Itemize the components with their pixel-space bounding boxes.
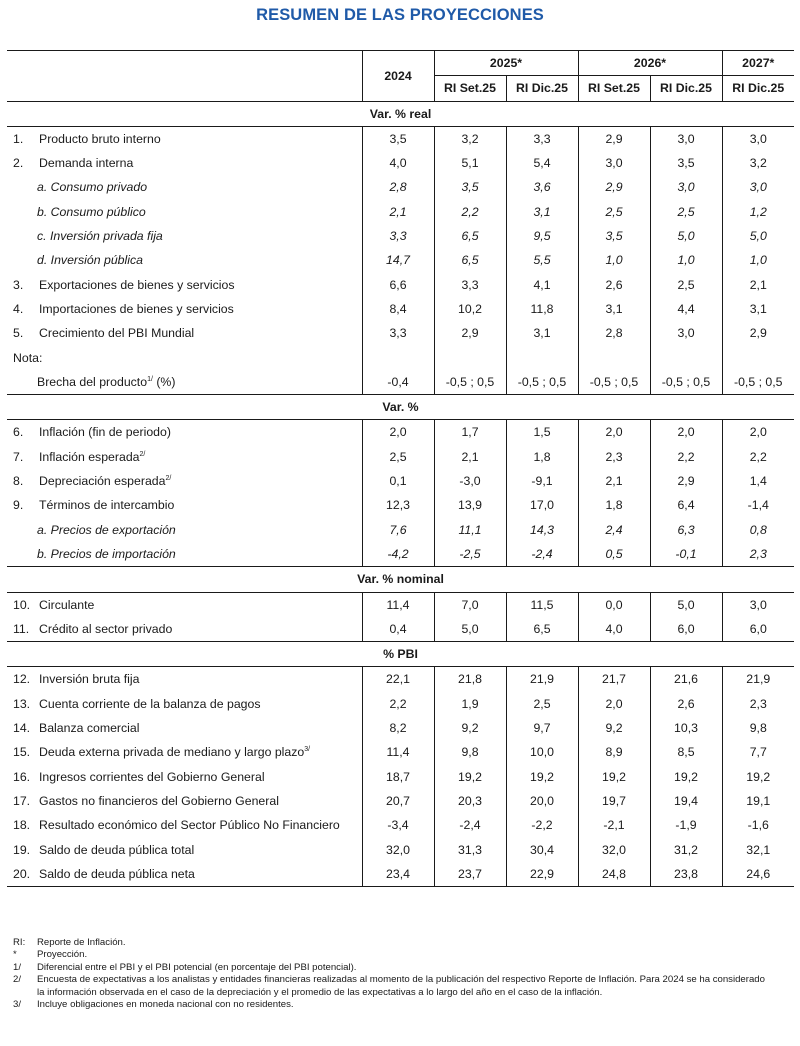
table-cell: 4,0 (362, 151, 434, 175)
table-cell: 2,9 (434, 321, 506, 345)
table-row (7, 175, 794, 199)
table-cell: 3,0 (722, 592, 794, 617)
table-cell: 3,6 (506, 175, 578, 199)
table-row (7, 813, 794, 837)
footnote: 1/ Diferencial entre el PBI y el PBI potencial (en porcentaje del PBI potencial). (13, 961, 357, 973)
table-cell: -1,6 (722, 813, 794, 837)
table-cell: 11,4 (362, 740, 434, 764)
table-row (7, 493, 794, 517)
table-cell: 20,7 (362, 789, 434, 813)
table-row (7, 321, 794, 345)
table-cell: 2,1 (362, 200, 434, 224)
row-label: 8. Depreciación esperada$^{2/}$ (13, 474, 172, 489)
footnote: * Proyección. (13, 949, 88, 961)
table-cell: 0,8 (722, 518, 794, 542)
table-cell: -0,1 (650, 542, 722, 567)
header-sub: RI Dic.25 (722, 76, 794, 101)
table-cell: 2,3 (578, 445, 650, 469)
table-cell: 1,8 (578, 493, 650, 517)
table-cell: 1,5 (506, 420, 578, 445)
table-row (7, 200, 794, 224)
table-cell: 2,0 (578, 420, 650, 445)
table-cell: -1,4 (722, 493, 794, 517)
table-cell: 14,3 (506, 518, 578, 542)
table-cell: 2,2 (722, 445, 794, 469)
row-label: 15. Deuda externa privada de mediano y largo plazo$^{3/}$ (13, 745, 311, 760)
table-cell: 3,0 (650, 175, 722, 199)
table-cell: 9,8 (722, 716, 794, 740)
table-cell: -3,4 (362, 813, 434, 837)
table-cell: -2,1 (578, 813, 650, 837)
table-cell: 23,7 (434, 862, 506, 887)
table-cell: 1,2 (722, 200, 794, 224)
table-cell: 2,4 (578, 518, 650, 542)
header-year-2024: 2024 (362, 51, 434, 102)
table-cell: 2,5 (650, 200, 722, 224)
table-cell: 0,1 (362, 469, 434, 493)
row-label: 2. Demanda interna (13, 156, 134, 171)
table-cell: 18,7 (362, 765, 434, 789)
table-cell: 10,2 (434, 297, 506, 321)
table-cell: 2,8 (578, 321, 650, 345)
table-cell: 3,0 (578, 151, 650, 175)
table-row (7, 617, 794, 642)
table-cell: 19,4 (650, 789, 722, 813)
row-label: 10. Circulante (13, 597, 95, 612)
row-label: 12. Inversión bruta fija (13, 672, 140, 687)
table-cell: 2,1 (722, 273, 794, 297)
table-row (7, 420, 794, 445)
table-cell: 31,3 (434, 838, 506, 862)
header-year-2025: 2025* (434, 51, 578, 76)
row-label: 20. Saldo de deuda pública neta (7, 862, 362, 887)
table-row (7, 273, 794, 297)
table-cell: 13,9 (434, 493, 506, 517)
table-cell: 2,9 (722, 321, 794, 345)
table-cell: -2,4 (506, 542, 578, 567)
table-cell: 1,8 (506, 445, 578, 469)
table-cell: 7,0 (434, 592, 506, 617)
table-cell: 2,3 (722, 692, 794, 716)
row-label: 19. Saldo de deuda pública total (13, 842, 195, 857)
table-cell: 3,1 (506, 321, 578, 345)
table-cell: 1,0 (722, 248, 794, 272)
table-cell: 9,5 (506, 224, 578, 248)
table-row (7, 445, 794, 469)
table-row (7, 667, 794, 692)
projections-table (7, 50, 794, 887)
table-cell: 31,2 (650, 838, 722, 862)
table-cell: 7,6 (362, 518, 434, 542)
table-cell: 11,1 (434, 518, 506, 542)
table-cell: 9,2 (434, 716, 506, 740)
table-cell: -0,5 ; 0,5 (650, 370, 722, 395)
table-cell: 4,1 (506, 273, 578, 297)
table-row (7, 740, 794, 764)
footnote: 2/ Encuesta de expectativas a los analistas y entidades financieras realizadas al momento de la publicación del respectivo Reporte de Inflación. Para 2024 se ha considerado la información observada en el caso de la depreciación y el promedio de las expectativas a lo largo del año en el caso de la inflación. (13, 974, 765, 998)
table-cell: 8,9 (578, 740, 650, 764)
table-cell: 3,5 (650, 151, 722, 175)
table-row (7, 716, 794, 740)
row-label: 1. Producto bruto interno (13, 131, 161, 146)
table-cell: 5,0 (650, 224, 722, 248)
table-row (7, 838, 794, 862)
row-label: 17. Gastos no financieros del Gobierno General (13, 793, 279, 808)
table-cell: 3,5 (578, 224, 650, 248)
table-cell: 3,1 (506, 200, 578, 224)
table-row (7, 542, 794, 567)
table-cell: -1,9 (650, 813, 722, 837)
row-label: 11. Crédito al sector privado (13, 621, 173, 636)
table-cell: 2,5 (362, 445, 434, 469)
table-cell: -0,4 (362, 370, 434, 395)
table-cell: 2,1 (434, 445, 506, 469)
table-cell: 3,3 (362, 321, 434, 345)
table-cell: 3,2 (434, 126, 506, 151)
table-cell: 5,0 (650, 592, 722, 617)
table-cell: 6,4 (650, 493, 722, 517)
table-row (7, 518, 794, 542)
table-cell: 5,1 (434, 151, 506, 175)
table-cell: 6,5 (434, 224, 506, 248)
footnote: RI: Reporte de Inflación. (13, 937, 126, 948)
table-cell: 2,0 (362, 420, 434, 445)
table-cell: 19,2 (434, 765, 506, 789)
table-cell: 11,5 (506, 592, 578, 617)
table-cell: 2,2 (650, 445, 722, 469)
header-year-2027: 2027* (722, 51, 794, 76)
table-cell: 6,6 (362, 273, 434, 297)
table-row (7, 692, 794, 716)
table-cell: 19,7 (578, 789, 650, 813)
table-cell: 9,7 (506, 716, 578, 740)
table-cell: 2,5 (506, 692, 578, 716)
table-cell: 6,3 (650, 518, 722, 542)
table-cell: 2,9 (650, 469, 722, 493)
row-label: 14. Balanza comercial (13, 721, 140, 736)
table-cell: 2,0 (578, 692, 650, 716)
header-label-cell (7, 51, 362, 102)
table-cell: 19,2 (578, 765, 650, 789)
table-cell: 7,7 (722, 740, 794, 764)
table-row (7, 862, 794, 887)
table-cell: 2,6 (578, 273, 650, 297)
table-cell: 2,2 (362, 692, 434, 716)
row-label: d. Inversión pública (37, 253, 143, 268)
row-label: 3. Exportaciones de bienes y servicios (13, 277, 235, 292)
table-cell: 10,3 (650, 716, 722, 740)
row-label: a. Consumo privado (37, 180, 148, 195)
table-cell: -0,5 ; 0,5 (506, 370, 578, 395)
table-cell: 2,9 (578, 126, 650, 151)
table-row (7, 248, 794, 272)
table-row (7, 151, 794, 175)
table-cell: 21,9 (722, 667, 794, 692)
table-cell: 21,6 (650, 667, 722, 692)
table-cell: 24,6 (722, 862, 794, 887)
table-cell: 23,4 (362, 862, 434, 887)
header-sub: RI Set.25 (434, 76, 506, 101)
table-cell: 2,6 (650, 692, 722, 716)
header-sub: RI Dic.25 (506, 76, 578, 101)
table-cell: 4,0 (578, 617, 650, 642)
page-title: RESUMEN DE LAS PROYECCIONES (256, 6, 544, 24)
row-label: 16. Ingresos corrientes del Gobierno General (13, 769, 265, 784)
nota-label: Nota: (13, 350, 43, 365)
row-label: 7. Inflación esperada$^{2/}$ (13, 449, 146, 464)
row-label: 18. Resultado económico del Sector Público No Financiero (13, 818, 340, 833)
table-cell: 2,1 (578, 469, 650, 493)
row-label: 9. Términos de intercambio (13, 498, 175, 513)
footnote: 3/ Incluye obligaciones en moneda nacional con no residentes. (13, 999, 294, 1011)
table-row (7, 126, 794, 151)
table-cell: 3,0 (722, 126, 794, 151)
table-cell: 2,3 (722, 542, 794, 567)
table-cell: 32,1 (722, 838, 794, 862)
row-label: a. Precios de exportación (37, 522, 176, 537)
table-cell: 6,0 (650, 617, 722, 642)
table-row (7, 765, 794, 789)
row-label: c. Inversión privada fija (37, 229, 163, 244)
table-cell: -0,5 ; 0,5 (434, 370, 506, 395)
table-cell: 8,5 (650, 740, 722, 764)
table-cell: 21,8 (434, 667, 506, 692)
table-cell: 9,2 (578, 716, 650, 740)
section-pbi: % PBI (7, 642, 794, 667)
row-label: 4. Importaciones de bienes y servicios (13, 301, 234, 316)
row-label: 5. Crecimiento del PBI Mundial (13, 326, 195, 341)
table-row (7, 789, 794, 813)
table-cell: 19,2 (722, 765, 794, 789)
table-cell: 0,5 (578, 542, 650, 567)
row-label: 6. Inflación (fin de periodo) (13, 425, 171, 440)
header-sub: RI Dic.25 (650, 76, 722, 101)
table-cell: 3,3 (434, 273, 506, 297)
table-cell: 3,5 (434, 175, 506, 199)
table-row (7, 469, 794, 493)
table-cell: 6,5 (434, 248, 506, 272)
table-cell: 10,0 (506, 740, 578, 764)
table-cell: 6,5 (506, 617, 578, 642)
table-cell: 2,2 (434, 200, 506, 224)
row-label: b. Consumo público (37, 204, 146, 219)
table-cell: -4,2 (362, 542, 434, 567)
table-cell: 3,2 (722, 151, 794, 175)
brecha-label: Brecha del producto$^{1/}$ (%) (37, 374, 176, 389)
table-cell: 3,1 (722, 297, 794, 321)
table-cell: 23,8 (650, 862, 722, 887)
table-row (7, 592, 794, 617)
table-cell: -2,4 (434, 813, 506, 837)
table-cell: 3,0 (722, 175, 794, 199)
table-cell: 11,8 (506, 297, 578, 321)
table-cell: -2,5 (434, 542, 506, 567)
table-cell: 8,2 (362, 716, 434, 740)
table-cell: 11,4 (362, 592, 434, 617)
section-nominal: Var. % nominal (7, 567, 794, 592)
row-label: b. Precios de importación (37, 546, 176, 561)
table-cell: 9,8 (434, 740, 506, 764)
footnotes (13, 937, 773, 1011)
table-cell: 21,9 (506, 667, 578, 692)
table-cell: 32,0 (362, 838, 434, 862)
table-cell: 6,0 (722, 617, 794, 642)
table-row (7, 224, 794, 248)
table-cell: 2,8 (362, 175, 434, 199)
table-cell: 2,5 (578, 200, 650, 224)
table-cell: 0,4 (362, 617, 434, 642)
table-cell: 5,0 (434, 617, 506, 642)
table-cell: 19,2 (506, 765, 578, 789)
table-cell: 3,3 (362, 224, 434, 248)
table-cell: -0,5 ; 0,5 (722, 370, 794, 395)
table-cell: 3,3 (506, 126, 578, 151)
table-cell: 2,9 (578, 175, 650, 199)
table-cell: 5,0 (722, 224, 794, 248)
table-cell: 17,0 (506, 493, 578, 517)
table-cell: 19,1 (722, 789, 794, 813)
row-label: 13. Cuenta corriente de la balanza de pagos (13, 696, 261, 711)
table-cell: 0,0 (578, 592, 650, 617)
table-cell: 8,4 (362, 297, 434, 321)
table-cell: 3,1 (578, 297, 650, 321)
table-cell: 21,7 (578, 667, 650, 692)
table-cell: 4,4 (650, 297, 722, 321)
table-cell: 20,0 (506, 789, 578, 813)
table-cell: 1,9 (434, 692, 506, 716)
section-var: Var. % (7, 395, 794, 420)
table-cell: 5,4 (506, 151, 578, 175)
table-cell: 1,0 (650, 248, 722, 272)
table-cell: 19,2 (650, 765, 722, 789)
table-cell: 22,9 (506, 862, 578, 887)
table-cell: 22,1 (362, 667, 434, 692)
table-cell: 2,0 (650, 420, 722, 445)
table-cell: 14,7 (362, 248, 434, 272)
section-real: Var. % real (7, 101, 794, 126)
table-row (7, 297, 794, 321)
table-cell: 3,5 (362, 126, 434, 151)
table-cell: 2,5 (650, 273, 722, 297)
table-cell: 5,5 (506, 248, 578, 272)
table-cell: -0,5 ; 0,5 (578, 370, 650, 395)
table-cell: 1,7 (434, 420, 506, 445)
header-sub: RI Set.25 (578, 76, 650, 101)
table-cell: 12,3 (362, 493, 434, 517)
table-cell: -3,0 (434, 469, 506, 493)
table-cell: 30,4 (506, 838, 578, 862)
table-cell: -2,2 (506, 813, 578, 837)
table-cell: 1,0 (578, 248, 650, 272)
table-cell: -9,1 (506, 469, 578, 493)
table-cell: 20,3 (434, 789, 506, 813)
table-cell: 2,0 (722, 420, 794, 445)
table-cell: 24,8 (578, 862, 650, 887)
table-cell: 1,4 (722, 469, 794, 493)
table-cell: 3,0 (650, 126, 722, 151)
table-cell: 3,0 (650, 321, 722, 345)
header-year-2026: 2026* (578, 51, 722, 76)
table-cell: 32,0 (578, 838, 650, 862)
